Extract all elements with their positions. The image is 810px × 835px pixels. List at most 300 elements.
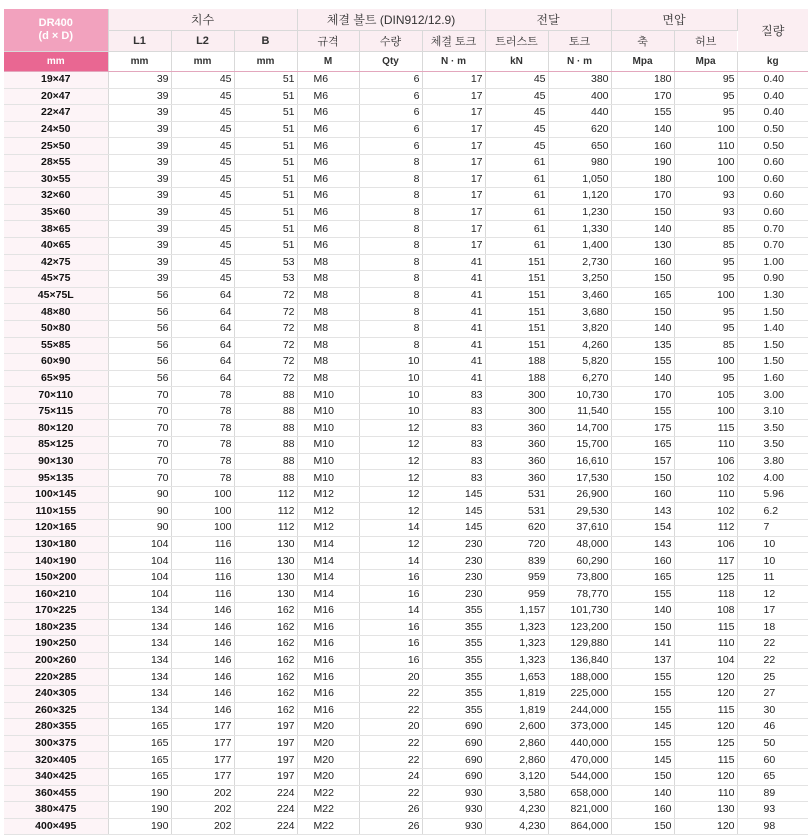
cell-l2: 64 <box>171 287 234 304</box>
cell-bolt-qty: 6 <box>359 72 422 89</box>
cell-l1: 56 <box>108 354 171 371</box>
cell-l2: 202 <box>171 818 234 835</box>
cell-weight: 0.40 <box>737 72 808 89</box>
cell-shaft-pressure: 145 <box>611 719 674 736</box>
cell-shaft-pressure: 155 <box>611 702 674 719</box>
cell-bolt-torque: 41 <box>422 320 485 337</box>
cell-l1: 56 <box>108 304 171 321</box>
cell-l2: 146 <box>171 685 234 702</box>
cell-torque: 188,000 <box>548 669 611 686</box>
cell-hub-pressure: 110 <box>674 437 737 454</box>
cell-thrust: 61 <box>485 237 548 254</box>
cell-torque: 650 <box>548 138 611 155</box>
cell-shaft-pressure: 150 <box>611 204 674 221</box>
cell-hub-pressure: 95 <box>674 72 737 89</box>
cell-bolt-torque: 355 <box>422 652 485 669</box>
cell-torque: 123,200 <box>548 619 611 636</box>
table-row <box>4 304 808 321</box>
cell-bolt-spec: M6 <box>297 105 359 122</box>
cell-l1: 104 <box>108 553 171 570</box>
cell-shaft-pressure: 150 <box>611 768 674 785</box>
cell-thrust: 2,860 <box>485 735 548 752</box>
cell-l2: 100 <box>171 503 234 520</box>
cell-bolt-torque: 17 <box>422 204 485 221</box>
cell-l1: 134 <box>108 685 171 702</box>
cell-thrust: 2,600 <box>485 719 548 736</box>
cell-bolt-qty: 12 <box>359 536 422 553</box>
cell-b: 224 <box>234 818 297 835</box>
group-bolt: 체결 볼트 (DIN912/12.9) <box>297 9 485 31</box>
table-row <box>4 271 808 288</box>
cell-l2: 146 <box>171 603 234 620</box>
cell-bolt-qty: 8 <box>359 188 422 205</box>
cell-size: 40×65 <box>4 237 108 254</box>
cell-thrust: 45 <box>485 88 548 105</box>
cell-hub-pressure: 108 <box>674 603 737 620</box>
cell-bolt-spec: M6 <box>297 138 359 155</box>
table-row <box>4 337 808 354</box>
cell-weight: 98 <box>737 818 808 835</box>
cell-bolt-torque: 17 <box>422 188 485 205</box>
cell-bolt-torque: 230 <box>422 536 485 553</box>
cell-l2: 78 <box>171 453 234 470</box>
cell-bolt-spec: M16 <box>297 685 359 702</box>
cell-weight: 3.50 <box>737 437 808 454</box>
cell-torque: 10,730 <box>548 387 611 404</box>
cell-weight: 22 <box>737 652 808 669</box>
cell-b: 197 <box>234 768 297 785</box>
cell-torque: 48,000 <box>548 536 611 553</box>
cell-bolt-qty: 8 <box>359 304 422 321</box>
cell-size: 240×305 <box>4 685 108 702</box>
cell-weight: 0.90 <box>737 271 808 288</box>
table-row <box>4 486 808 503</box>
cell-bolt-qty: 12 <box>359 486 422 503</box>
cell-l2: 45 <box>171 221 234 238</box>
cell-bolt-torque: 690 <box>422 768 485 785</box>
cell-shaft-pressure: 140 <box>611 785 674 802</box>
cell-thrust: 1,323 <box>485 652 548 669</box>
cell-bolt-spec: M22 <box>297 785 359 802</box>
cell-hub-pressure: 85 <box>674 237 737 254</box>
cell-torque: 864,000 <box>548 818 611 835</box>
cell-bolt-torque: 83 <box>422 403 485 420</box>
cell-bolt-spec: M14 <box>297 553 359 570</box>
cell-b: 112 <box>234 503 297 520</box>
cell-thrust: 360 <box>485 420 548 437</box>
cell-bolt-spec: M16 <box>297 652 359 669</box>
cell-l2: 45 <box>171 171 234 188</box>
table-row <box>4 818 808 835</box>
cell-bolt-qty: 8 <box>359 204 422 221</box>
cell-hub-pressure: 106 <box>674 453 737 470</box>
cell-thrust: 188 <box>485 354 548 371</box>
cell-weight: 10 <box>737 553 808 570</box>
cell-l2: 146 <box>171 619 234 636</box>
table-row <box>4 154 808 171</box>
cell-b: 130 <box>234 586 297 603</box>
cell-hub-pressure: 120 <box>674 685 737 702</box>
cell-hub-pressure: 115 <box>674 420 737 437</box>
cell-size: 320×405 <box>4 752 108 769</box>
cell-l2: 45 <box>171 237 234 254</box>
cell-shaft-pressure: 165 <box>611 437 674 454</box>
cell-l2: 64 <box>171 337 234 354</box>
cell-hub-pressure: 105 <box>674 387 737 404</box>
cell-shaft-pressure: 160 <box>611 802 674 819</box>
cell-bolt-qty: 26 <box>359 818 422 835</box>
cell-bolt-spec: M14 <box>297 569 359 586</box>
cell-bolt-qty: 16 <box>359 652 422 669</box>
cell-b: 53 <box>234 254 297 271</box>
cell-size: 340×425 <box>4 768 108 785</box>
cell-size: 20×47 <box>4 88 108 105</box>
cell-torque: 3,250 <box>548 271 611 288</box>
table-row <box>4 802 808 819</box>
unit-torque2: N · m <box>548 52 611 72</box>
col-hub: 허브 <box>674 31 737 52</box>
cell-hub-pressure: 117 <box>674 553 737 570</box>
table-row <box>4 719 808 736</box>
cell-thrust: 61 <box>485 188 548 205</box>
cell-l2: 45 <box>171 121 234 138</box>
table-row <box>4 387 808 404</box>
cell-shaft-pressure: 155 <box>611 685 674 702</box>
cell-bolt-spec: M10 <box>297 453 359 470</box>
cell-torque: 3,460 <box>548 287 611 304</box>
cell-bolt-qty: 8 <box>359 271 422 288</box>
cell-shaft-pressure: 155 <box>611 735 674 752</box>
cell-l1: 190 <box>108 818 171 835</box>
cell-bolt-qty: 12 <box>359 453 422 470</box>
cell-hub-pressure: 100 <box>674 171 737 188</box>
cell-bolt-spec: M6 <box>297 88 359 105</box>
cell-size: 42×75 <box>4 254 108 271</box>
cell-bolt-torque: 930 <box>422 818 485 835</box>
cell-weight: 1.00 <box>737 254 808 271</box>
cell-weight: 12 <box>737 586 808 603</box>
cell-torque: 11,540 <box>548 403 611 420</box>
cell-bolt-torque: 41 <box>422 354 485 371</box>
cell-torque: 1,230 <box>548 204 611 221</box>
unit-corner: mm <box>4 52 108 72</box>
cell-size: 22×47 <box>4 105 108 122</box>
cell-b: 72 <box>234 337 297 354</box>
cell-hub-pressure: 100 <box>674 154 737 171</box>
cell-bolt-spec: M12 <box>297 503 359 520</box>
unit-l2: mm <box>171 52 234 72</box>
cell-torque: 1,330 <box>548 221 611 238</box>
cell-bolt-torque: 17 <box>422 72 485 89</box>
cell-b: 88 <box>234 453 297 470</box>
cell-thrust: 4,230 <box>485 818 548 835</box>
cell-bolt-qty: 10 <box>359 387 422 404</box>
cell-hub-pressure: 120 <box>674 719 737 736</box>
cell-bolt-torque: 17 <box>422 154 485 171</box>
cell-torque: 380 <box>548 72 611 89</box>
cell-bolt-qty: 8 <box>359 254 422 271</box>
cell-l1: 39 <box>108 271 171 288</box>
cell-l1: 134 <box>108 636 171 653</box>
cell-size: 120×165 <box>4 520 108 537</box>
table-row <box>4 403 808 420</box>
cell-bolt-qty: 8 <box>359 320 422 337</box>
table-row <box>4 221 808 238</box>
cell-b: 51 <box>234 121 297 138</box>
cell-size: 50×80 <box>4 320 108 337</box>
cell-thrust: 151 <box>485 337 548 354</box>
cell-b: 51 <box>234 105 297 122</box>
cell-l1: 134 <box>108 669 171 686</box>
cell-l2: 45 <box>171 72 234 89</box>
cell-size: 85×125 <box>4 437 108 454</box>
cell-bolt-spec: M14 <box>297 586 359 603</box>
cell-weight: 0.50 <box>737 138 808 155</box>
cell-b: 112 <box>234 520 297 537</box>
col-l2: L2 <box>171 31 234 52</box>
cell-shaft-pressure: 160 <box>611 553 674 570</box>
cell-l2: 64 <box>171 304 234 321</box>
cell-l2: 116 <box>171 553 234 570</box>
cell-size: 75×115 <box>4 403 108 420</box>
cell-weight: 3.80 <box>737 453 808 470</box>
table-row <box>4 88 808 105</box>
cell-shaft-pressure: 140 <box>611 603 674 620</box>
cell-l2: 64 <box>171 354 234 371</box>
cell-size: 170×225 <box>4 603 108 620</box>
cell-weight: 93 <box>737 802 808 819</box>
cell-b: 162 <box>234 652 297 669</box>
cell-weight: 0.40 <box>737 88 808 105</box>
cell-weight: 0.50 <box>737 121 808 138</box>
cell-weight: 0.60 <box>737 204 808 221</box>
spec-table-body <box>4 72 808 835</box>
cell-shaft-pressure: 155 <box>611 354 674 371</box>
cell-shaft-pressure: 130 <box>611 237 674 254</box>
cell-hub-pressure: 95 <box>674 304 737 321</box>
cell-bolt-torque: 145 <box>422 520 485 537</box>
cell-bolt-qty: 10 <box>359 370 422 387</box>
cell-hub-pressure: 95 <box>674 271 737 288</box>
cell-l2: 146 <box>171 702 234 719</box>
cell-bolt-spec: M6 <box>297 237 359 254</box>
table-row <box>4 503 808 520</box>
cell-l1: 90 <box>108 520 171 537</box>
cell-torque: 2,730 <box>548 254 611 271</box>
cell-bolt-spec: M6 <box>297 204 359 221</box>
cell-bolt-qty: 22 <box>359 735 422 752</box>
cell-size: 360×455 <box>4 785 108 802</box>
cell-bolt-torque: 17 <box>422 88 485 105</box>
cell-weight: 1.40 <box>737 320 808 337</box>
cell-thrust: 3,580 <box>485 785 548 802</box>
cell-size: 65×95 <box>4 370 108 387</box>
cell-b: 112 <box>234 486 297 503</box>
cell-l1: 39 <box>108 154 171 171</box>
cell-l1: 134 <box>108 652 171 669</box>
cell-b: 162 <box>234 603 297 620</box>
cell-bolt-torque: 690 <box>422 752 485 769</box>
cell-torque: 400 <box>548 88 611 105</box>
cell-b: 197 <box>234 752 297 769</box>
cell-l1: 39 <box>108 105 171 122</box>
cell-thrust: 839 <box>485 553 548 570</box>
cell-b: 51 <box>234 138 297 155</box>
cell-bolt-torque: 145 <box>422 486 485 503</box>
cell-hub-pressure: 95 <box>674 370 737 387</box>
cell-shaft-pressure: 157 <box>611 453 674 470</box>
cell-weight: 27 <box>737 685 808 702</box>
cell-b: 51 <box>234 72 297 89</box>
cell-torque: 1,400 <box>548 237 611 254</box>
cell-weight: 4.00 <box>737 470 808 487</box>
unit-weight: kg <box>737 52 808 72</box>
cell-hub-pressure: 110 <box>674 138 737 155</box>
cell-l2: 45 <box>171 138 234 155</box>
cell-thrust: 4,230 <box>485 802 548 819</box>
cell-weight: 10 <box>737 536 808 553</box>
cell-l1: 56 <box>108 320 171 337</box>
unit-l1: mm <box>108 52 171 72</box>
group-transmission: 전달 <box>485 9 611 31</box>
cell-bolt-qty: 16 <box>359 619 422 636</box>
cell-bolt-qty: 10 <box>359 354 422 371</box>
cell-b: 72 <box>234 320 297 337</box>
cell-bolt-torque: 41 <box>422 370 485 387</box>
cell-size: 400×495 <box>4 818 108 835</box>
cell-thrust: 151 <box>485 320 548 337</box>
cell-b: 53 <box>234 271 297 288</box>
table-row <box>4 171 808 188</box>
cell-shaft-pressure: 160 <box>611 486 674 503</box>
cell-hub-pressure: 95 <box>674 320 737 337</box>
cell-size: 48×80 <box>4 304 108 321</box>
cell-b: 162 <box>234 685 297 702</box>
cell-l1: 134 <box>108 603 171 620</box>
cell-l1: 56 <box>108 370 171 387</box>
cell-l2: 64 <box>171 370 234 387</box>
cell-size: 150×200 <box>4 569 108 586</box>
cell-l2: 177 <box>171 735 234 752</box>
cell-l1: 90 <box>108 503 171 520</box>
table-row <box>4 370 808 387</box>
cell-thrust: 959 <box>485 569 548 586</box>
cell-bolt-qty: 20 <box>359 719 422 736</box>
cell-bolt-spec: M8 <box>297 370 359 387</box>
cell-bolt-torque: 690 <box>422 719 485 736</box>
cell-torque: 3,820 <box>548 320 611 337</box>
cell-torque: 15,700 <box>548 437 611 454</box>
cell-thrust: 1,323 <box>485 619 548 636</box>
col-l1: L1 <box>108 31 171 52</box>
cell-b: 51 <box>234 221 297 238</box>
cell-thrust: 61 <box>485 154 548 171</box>
cell-weight: 18 <box>737 619 808 636</box>
col-torque: 체결 토크 <box>422 31 485 52</box>
unit-thrust: kN <box>485 52 548 72</box>
cell-size: 35×60 <box>4 204 108 221</box>
cell-size: 95×135 <box>4 470 108 487</box>
cell-bolt-spec: M22 <box>297 818 359 835</box>
cell-bolt-qty: 8 <box>359 221 422 238</box>
cell-b: 72 <box>234 304 297 321</box>
cell-bolt-spec: M10 <box>297 387 359 404</box>
cell-b: 130 <box>234 553 297 570</box>
cell-l1: 39 <box>108 204 171 221</box>
cell-hub-pressure: 106 <box>674 536 737 553</box>
cell-torque: 17,530 <box>548 470 611 487</box>
cell-l1: 56 <box>108 287 171 304</box>
table-row <box>4 785 808 802</box>
cell-l2: 64 <box>171 320 234 337</box>
cell-shaft-pressure: 135 <box>611 337 674 354</box>
cell-bolt-spec: M6 <box>297 154 359 171</box>
cell-l2: 45 <box>171 154 234 171</box>
cell-size: 24×50 <box>4 121 108 138</box>
cell-l1: 39 <box>108 221 171 238</box>
cell-l1: 134 <box>108 702 171 719</box>
cell-b: 88 <box>234 403 297 420</box>
cell-weight: 5.96 <box>737 486 808 503</box>
cell-bolt-torque: 17 <box>422 221 485 238</box>
cell-bolt-qty: 6 <box>359 121 422 138</box>
cell-l2: 116 <box>171 586 234 603</box>
cell-l2: 146 <box>171 669 234 686</box>
cell-shaft-pressure: 165 <box>611 287 674 304</box>
unit-spec: M <box>297 52 359 72</box>
cell-hub-pressure: 95 <box>674 105 737 122</box>
cell-shaft-pressure: 150 <box>611 304 674 321</box>
table-row <box>4 569 808 586</box>
cell-l1: 190 <box>108 785 171 802</box>
cell-shaft-pressure: 140 <box>611 121 674 138</box>
cell-thrust: 188 <box>485 370 548 387</box>
cell-bolt-torque: 355 <box>422 685 485 702</box>
cell-torque: 470,000 <box>548 752 611 769</box>
cell-thrust: 61 <box>485 204 548 221</box>
cell-hub-pressure: 104 <box>674 652 737 669</box>
cell-weight: 7 <box>737 520 808 537</box>
cell-hub-pressure: 102 <box>674 503 737 520</box>
cell-size: 300×375 <box>4 735 108 752</box>
cell-shaft-pressure: 180 <box>611 171 674 188</box>
cell-thrust: 45 <box>485 105 548 122</box>
cell-thrust: 360 <box>485 453 548 470</box>
cell-thrust: 1,323 <box>485 636 548 653</box>
cell-thrust: 61 <box>485 221 548 238</box>
cell-weight: 6.2 <box>737 503 808 520</box>
table-row <box>4 237 808 254</box>
cell-l1: 70 <box>108 453 171 470</box>
cell-l2: 146 <box>171 652 234 669</box>
cell-size: 60×90 <box>4 354 108 371</box>
cell-torque: 60,290 <box>548 553 611 570</box>
cell-l1: 190 <box>108 802 171 819</box>
table-row <box>4 553 808 570</box>
cell-l2: 78 <box>171 420 234 437</box>
cell-hub-pressure: 120 <box>674 818 737 835</box>
cell-torque: 5,820 <box>548 354 611 371</box>
cell-bolt-torque: 230 <box>422 586 485 603</box>
cell-weight: 0.40 <box>737 105 808 122</box>
cell-bolt-spec: M10 <box>297 470 359 487</box>
cell-shaft-pressure: 140 <box>611 320 674 337</box>
cell-bolt-torque: 83 <box>422 420 485 437</box>
cell-size: 130×180 <box>4 536 108 553</box>
cell-size: 190×250 <box>4 636 108 653</box>
table-row <box>4 254 808 271</box>
cell-bolt-spec: M8 <box>297 304 359 321</box>
